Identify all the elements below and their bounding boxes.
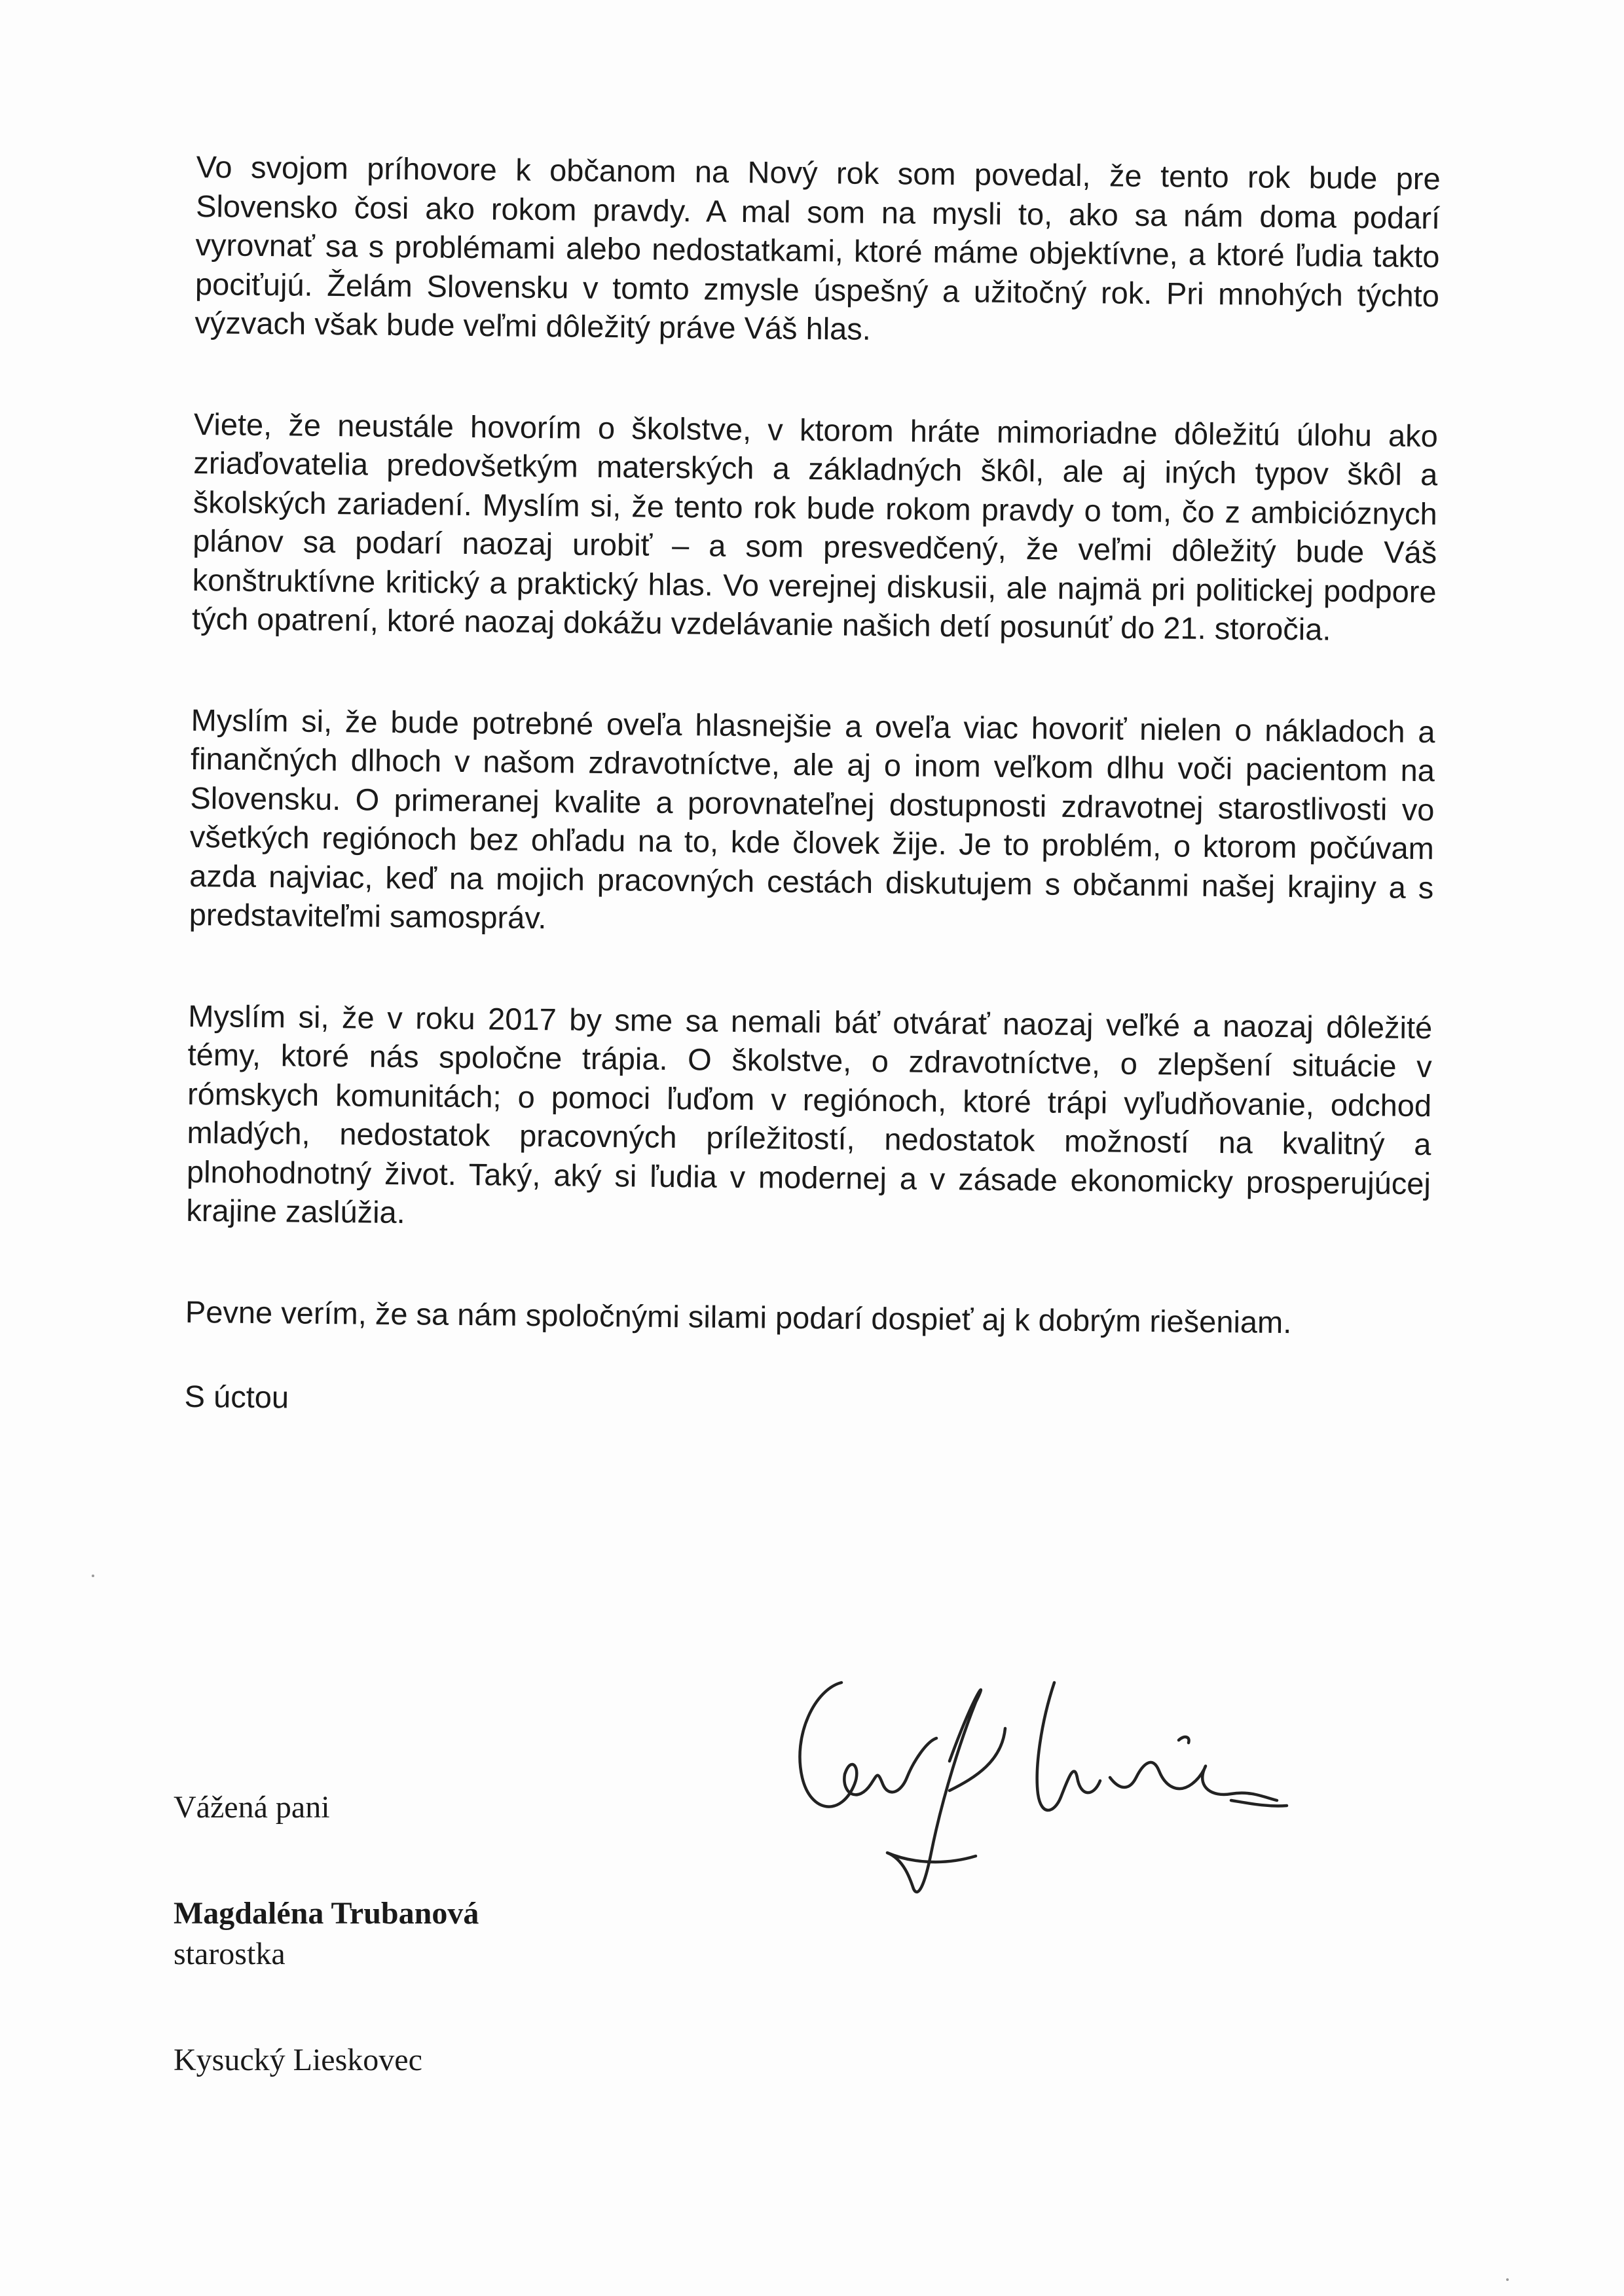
paragraph-healthcare: Myslím si, že bude potrebné oveľa hlasnejšie a oveľa viac hovoriť nielen o nákladoch a finančných dlhoch v našom zdravotníctve, ale aj o inom veľkom dlhu voči pacientom na Slovensku. O primeranej kvalite a porovnateľnej dostupnosti zdravotnej starostlivosti vo všetkých regiónoch bez ohľadu na to, kde človek žije. Je to problém, o ktorom počúvam azda najviac, keď na mojich pracovných cestách diskutujem s občanmi našej krajiny a s predstaviteľmi samospráv. [189, 702, 1435, 936]
paragraph-education: Viete, že neustále hovorím o školstve, v ktorom hráte mimoriadne dôležitú úlohu ako zriaďovatelia predovšetkým materských a základných škôl, ale aj iných typov škôl a školských zariadení. Myslím si, že tento rok bude rokom pravdy o tom, čo z ambicióznych plánov sa podarí naozaj urobiť – a som presvedčený, že veľmi dôležitý bude Váš konštruktívne kritický a praktický hlas. Vo verejnej diskusii, ale najmä pri politickej podpore tých opatrení, ktoré naozaj dokážu vzdelávanie našich detí posunúť do 21. storočia. [191, 406, 1439, 647]
letter-body [184, 147, 1441, 1428]
scan-speck [1506, 2278, 1509, 2281]
addressee-block [174, 1787, 479, 2081]
closing-sentence: Pevne verím, že sa nám spoločnými silami podarí dospieť aj k dobrým riešeniam. [185, 1294, 1292, 1339]
addressee-role: starostka [174, 1937, 286, 1971]
scan-speck [92, 1575, 94, 1577]
closing-salutation: S úctou [184, 1378, 289, 1415]
addressee-salutation: Vážená pani [174, 1790, 330, 1825]
paragraph-topics-2017: Myslím si, že v roku 2017 by sme sa nemali báť otvárať naozaj veľké a naozaj dôležité témy, ktoré nás spoločne trápia. O školstve, o zdravotníctve, o zlepšení situácie v rómskych komunitách; o pomoci ľuďom v regiónoch, ktoré trápi vyľudňovanie, odchod mladých, nedostatok pracovných príležitostí, nedostatok možností na kvalitný a plnohodnotný život. Taký, aký si ľudia v modernej a v zásade ekonomicky prosperujúcej krajine zaslúžia. [186, 998, 1433, 1230]
addressee-name: Magdaléna Trubanová [174, 1896, 479, 1931]
handwritten-signature [779, 1663, 1303, 1905]
paragraph-new-year: Vo svojom príhovore k občanom na Nový rok som povedal, že tento rok bude pre Slovensko čosi ako rokom pravdy. A mal som na mysli to, ako sa nám doma podarí vyrovnať sa s problémami alebo nedostatkami, ktoré máme objektívne, a ktoré ľudia takto pociťujú. Želám Slovensku v tomto zmysle úspešný a užitočný rok. Pri mnohých týchto výzvach však bude veľmi dôležitý práve Váš hlas. [194, 149, 1441, 346]
addressee-place: Kysucký Lieskovec [174, 2043, 422, 2077]
